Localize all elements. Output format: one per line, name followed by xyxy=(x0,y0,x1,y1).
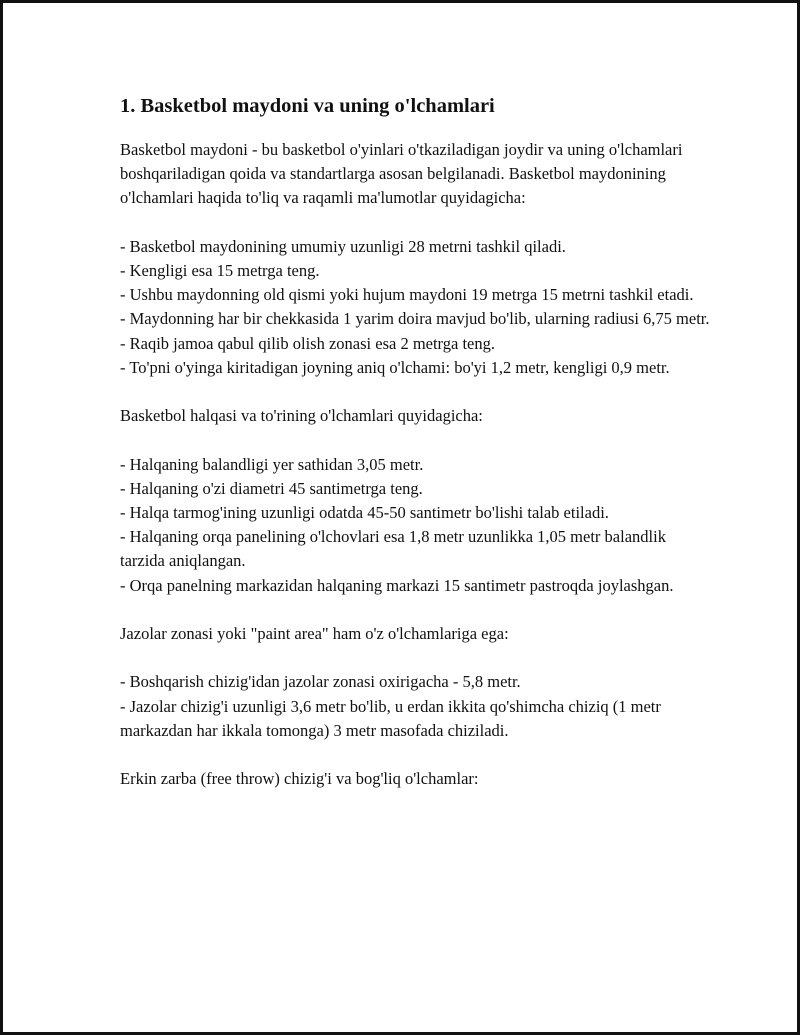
court-list-item: - To'pni o'yinga kiritadigan joyning aniq o'lchami: bo'yi 1,2 metr, kengligi 0,9 metr. xyxy=(120,357,670,377)
hoop-list-item: - Halqaning orqa panelining o'lchovlari esa 1,8 metr uzunlikka 1,05 metr balandlik tarzida aniqlangan. xyxy=(120,527,666,571)
paragraph-gap xyxy=(120,743,710,767)
paint-intro-paragraph: Jazolar zonasi yoki "paint area" ham o'z o'lchamlariga ega: xyxy=(120,624,509,643)
freethrow-intro-paragraph: Erkin zarba (free throw) chizig'i va bog'liq o'lchamlar: xyxy=(120,769,479,789)
court-list-item: - Maydonning har bir chekkasida 1 yarim doira mavjud bo'lib, ularning radiusi 6,75 metr. xyxy=(120,309,710,329)
court-list-item: - Basketbol maydonining umumiy uzunligi 28 metrni tashkil qiladi. xyxy=(120,236,566,256)
paragraph-gap xyxy=(120,380,710,404)
hoop-list-item: - Halqaning balandligi yer sathidan 3,05 metr. xyxy=(120,454,424,474)
hoop-intro-paragraph: Basketbol halqasi va to'rining o'lchamlari quyidagicha: xyxy=(120,406,483,426)
paragraph-gap xyxy=(120,646,710,670)
paint-list-item: - Jazolar chizig'i uzunligi 3,6 metr bo'lib, u erdan ikkita qo'shimcha chiziq (1 metr markazdan har ikkala tomonga) 3 metr masofada chiziladi. xyxy=(120,696,661,740)
hoop-list-item: - Halqa tarmog'ining uzunligi odatda 45-50 santimetr bo'lishi talab etiladi. xyxy=(120,503,609,522)
paragraph-gap xyxy=(120,598,710,622)
court-list-item: - Ushbu maydonning old qismi yoki hujum maydoni 19 metrga 15 metrni tashkil etadi. xyxy=(120,285,694,305)
court-list-item: - Kengligi esa 15 metrga teng. xyxy=(120,261,320,280)
court-list-item: - Raqib jamoa qabul qilib olish zonasi esa 2 metrga teng. xyxy=(120,333,495,353)
paint-list-item: - Boshqarish chizig'idan jazolar zonasi oxirigacha - 5,8 metr. xyxy=(120,672,521,692)
hoop-list-item: - Halqaning o'zi diametri 45 santimetrga teng. xyxy=(120,478,423,498)
document-content xyxy=(120,94,710,791)
intro-paragraph: Basketbol maydoni - bu basketbol o'yinlari o'tkaziladigan joydir va uning o'lchamlari boshqariladigan qoida va standartlarga asosan belgilanadi. Basketbol maydonining o'lchamlari haqida to'liq va raqamli ma'lumotlar quyidagicha: xyxy=(120,140,683,208)
hoop-list-item: - Orqa panelning markazidan halqaning markazi 15 santimetr pastroqda joylashgan. xyxy=(120,575,674,595)
section-heading: 1. Basketbol maydoni va uning o'lchamlari xyxy=(120,95,495,117)
paragraph-gap xyxy=(120,211,710,235)
paragraph-gap xyxy=(120,428,710,452)
